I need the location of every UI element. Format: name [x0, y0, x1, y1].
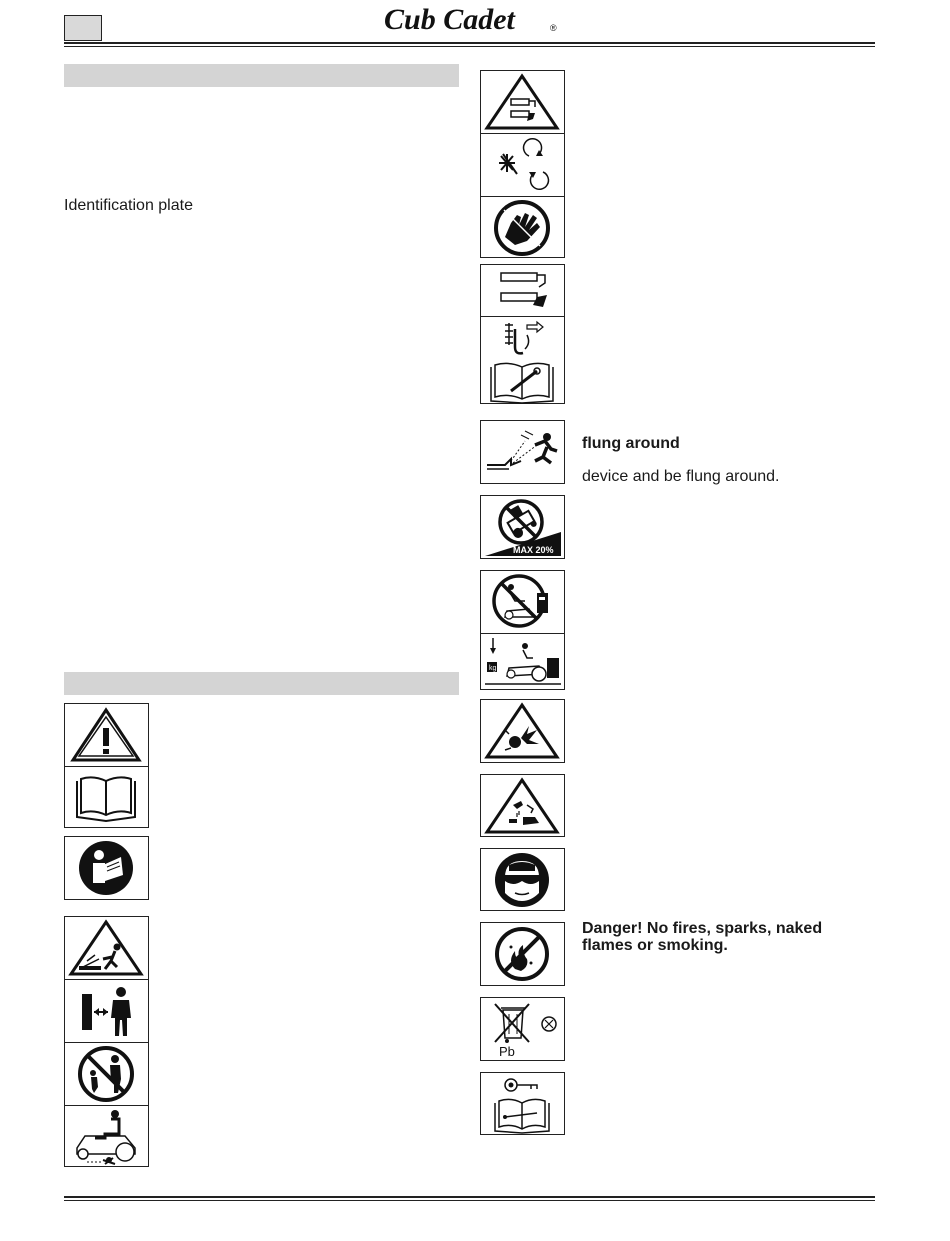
slope-limit-label: MAX 20%: [513, 545, 554, 555]
svg-text:kg: kg: [489, 665, 497, 672]
chemical-hazard-icon: [481, 71, 564, 133]
eye-protection-icon: [480, 848, 565, 911]
warning-triangle-icon: [65, 704, 148, 766]
icon-group-maintenance: [480, 264, 565, 404]
flung-text: device and be flung around.: [582, 468, 780, 485]
thrown-person-icon: [480, 420, 565, 484]
icon-group-load: [480, 570, 565, 690]
fire-warning: Danger! No fires, sparks, naked flames or smoking.: [582, 920, 823, 954]
slope-icon: [480, 495, 565, 559]
icon-group-blades: [480, 70, 565, 258]
no-children-icon: [65, 1042, 148, 1106]
trademark: ®: [550, 23, 557, 33]
section-bar-2: [64, 672, 459, 695]
icon-group-warning: [64, 703, 149, 828]
disposal-icon: [480, 997, 565, 1061]
lead-symbol: Pb: [499, 1044, 515, 1059]
page-number-tab: [64, 15, 102, 41]
no-riding-slope-icon: [481, 571, 564, 633]
no-fire-icon: [480, 922, 565, 986]
load-weight-icon: [481, 633, 564, 691]
flung-title: flung around: [582, 435, 680, 452]
rotating-blades-icon: [481, 133, 564, 197]
brand-name: Cub Cadet: [384, 4, 515, 34]
key-manual-icon: [480, 1072, 565, 1135]
header-rule: [64, 42, 875, 44]
thrown-objects-icon: [65, 917, 148, 979]
section-bar-1: [64, 64, 459, 87]
keep-distance-icon: [65, 979, 148, 1043]
no-passengers-icon: [65, 1105, 148, 1168]
explosive-icon: [480, 699, 565, 763]
identification-label: Identification plate: [64, 197, 193, 214]
engage-blades-icon: [481, 265, 564, 316]
footer-rule-thin: [64, 1200, 875, 1201]
footer-rule: [64, 1196, 875, 1198]
read-manual-icon: [64, 836, 149, 900]
header-rule-thin: [64, 46, 875, 47]
acid-icon: [480, 774, 565, 837]
maintenance-icon: [481, 316, 564, 405]
icon-group-safety: [64, 916, 149, 1167]
brand-logo: [380, 4, 570, 34]
no-hands-icon: [481, 196, 564, 259]
manual-book-icon: [65, 766, 148, 829]
